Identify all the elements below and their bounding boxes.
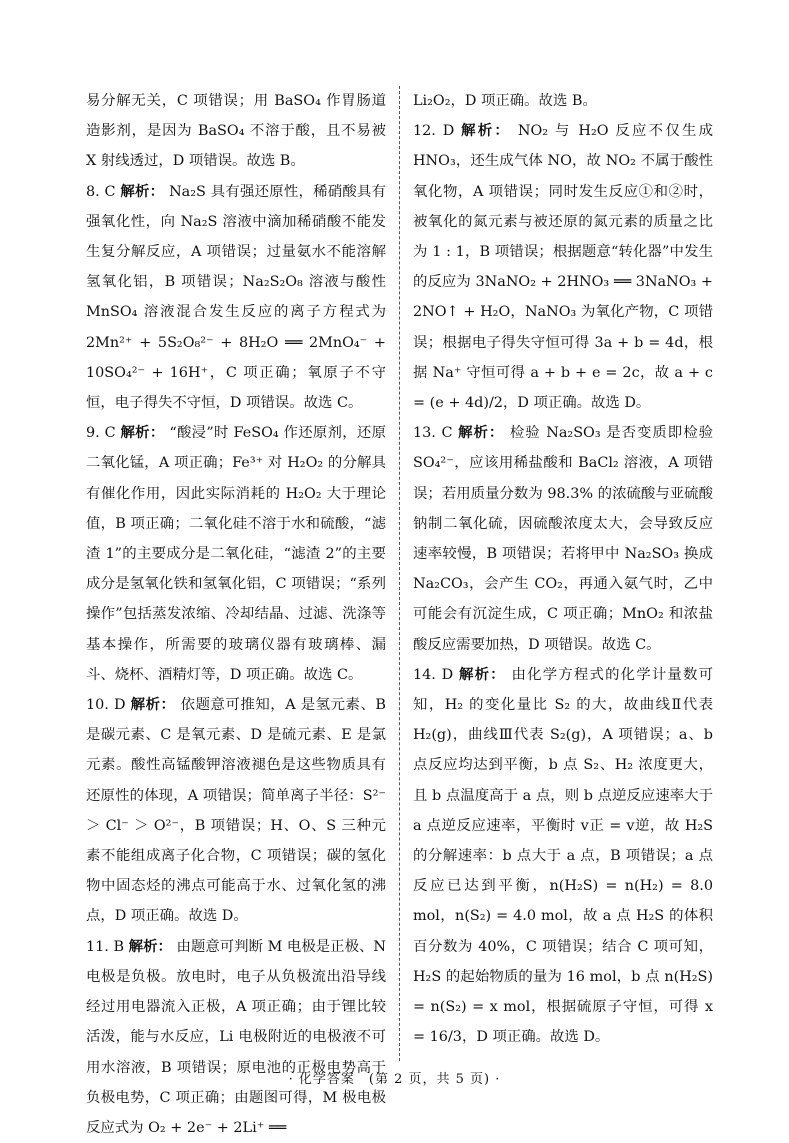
left-continuation: 易分解无关，C 项错误；用 BaSO₄ 作胃肠道造影剂，是因为 BaSO₄ 不溶于酸，且不易被 X 射线透过，D 项错误。故选 B。	[86, 93, 386, 170]
item-head: 解析：	[128, 937, 172, 955]
answer-item-14	[413, 660, 713, 1053]
item-number: 14. D	[413, 666, 454, 683]
item-number: 11. B	[86, 938, 125, 955]
item-text: 由化学方程式的化学计量数可知，H₂ 的变化量比 S₂ 的大，故曲线Ⅱ代表 H₂(g)，曲线Ⅲ代表 S₂(g)，A 项错误；a、b 点反应均达到平衡，b 点 S₂、H₂ 浓度更大，且 b 点温度高于 a 点，则 b 点逆反应速率大于 a 点逆反应速率，平衡时 v正 = v逆，故 H₂S 的分解速率：b 点大于 a 点，B 项错误；a 点反应已达到平衡，n(H₂S) = n(H₂) = 8.0 mol，n(S₂) = 4.0 mol，故 a 点 H₂S 的体积百分数为 40%，C 项错误；结合 C 项可知，H₂S 的起始物质的量为 16 mol，b 点 n(H₂S) = n(S₂) = x mol，根据硫原子守恒，可得 x = 16/3，D 项正确。故选 D。	[413, 666, 714, 1046]
item-text: Na₂S 具有强还原性，稀硝酸具有强氧化性，向 Na₂S 溶液中滴加稀硝酸不能发生复分解反应，A 项错误；过量氨水不能溶解氢氧化铝，B 项错误；Na₂S₂O₈ 溶液与酸性 MnSO₄ 溶液混合发生反应的离子方程式为 2Mn²⁺ + 5S₂O₈²⁻ + 8H₂O ══ 2MnO₄⁻ + 10SO₄²⁻ + 16H⁺，C 项正确；氧原子不守恒，电子得失不守恒，D 项错误。故选 C。	[86, 183, 386, 412]
answer-item-11	[86, 932, 386, 1143]
item-number: 8. C	[86, 183, 116, 200]
item-head: 解析：	[120, 182, 165, 200]
item-number: 9. C	[86, 425, 116, 442]
item-number: 13. C	[413, 425, 453, 442]
right-column	[413, 86, 713, 1053]
answer-item-8	[86, 177, 386, 419]
item-text: “酸浸”时 FeSO₄ 作还原剂，还原二氧化锰，A 项正确；Fe³⁺ 对 H₂O₂ 的分解具有催化作用，因此实际消耗的 H₂O₂ 大于理论值，B 项正确；二氧化硅不溶于水和硫酸，“滤渣 1”的主要成分是二氧化硅，“滤渣 2”的主要成分是氢氧化铁和氢氧化铝，C 项错误；“系列操作”包括蒸发浓缩、冷却结晶、过滤、洗涤等基本操作，所需要的玻璃仪器有玻璃棒、漏斗、烧杯、酒精灯等，D 项正确。故选 C。	[86, 425, 386, 683]
item-head: 解析：	[120, 424, 165, 442]
item-text: 依题意可推知，A 是氢元素、B 是碳元素、C 是氧元素、D 是硫元素、E 是氯元素。酸性高锰酸钾溶液褪色是这些物质具有还原性的体现，A 项错误；简单离子半径：S²⁻ ＞ Cl⁻ ＞ O²⁻，B 项错误；H、O、S 三种元素不能组成离子化合物，C 项错误；碳的氢化物中固态烃的沸点可能高于水、过氧化氢的沸点，D 项正确。故选 D。	[86, 697, 386, 925]
item-text: 检验 Na₂SO₃ 是否变质即检验 SO₄²⁻，应该用稀盐酸和 BaCl₂ 溶液，A 项错误；若用质量分数为 98.3% 的浓硫酸与亚硫酸钠制二氧化硫，因硫酸浓度太大，会导致反应速率较慢，B 项错误；若将甲中 Na₂SO₃ 换成 Na₂CO₃，会产生 CO₂，再通入氨气时，乙中可能会有沉淀生成，C 项正确；MnO₂ 和浓盐酸反应需要加热，D 项错误。故选 C。	[413, 425, 713, 653]
right-continuation: Li₂O₂，D 项正确。故选 B。	[413, 93, 597, 109]
item-head: 解析：	[458, 665, 506, 683]
item-text: NO₂ 与 H₂O 反应不仅生成 HNO₃，还生成气体 NO，故 NO₂ 不属于酸性氧化物，A 项错误；同时发生反应①和②时，被氧化的氮元素与被还原的氮元素的质量之比为 1 : 1，B 项错误；根据题意“转化器”中发生的反应为 3NaNO₂ + 2HNO₃ ══ 3NaNO₃ + 2NO↑ + H₂O，NaNO₃ 为氧化产物，C 项错误；根据电子得失守恒可得 3a + b = 4d，根据 Na⁺ 守恒可得 a + b + e = 2c，故 a + c = (e + 4d)/2，D 项正确。故选 D。	[413, 123, 714, 412]
left-column	[86, 86, 386, 1143]
answer-item-10	[86, 690, 386, 932]
item-head: 解析：	[130, 696, 176, 714]
item-number: 10. D	[86, 697, 126, 714]
item-head: 解析：	[458, 424, 505, 442]
page-footer: · 化学答案 (第 2 页，共 5 页) ·	[288, 1072, 501, 1087]
item-head: 解析：	[461, 122, 512, 140]
column-divider	[399, 86, 400, 1061]
answer-item-12	[413, 116, 713, 418]
item-number: 12. D	[413, 123, 455, 140]
answer-item-9	[86, 418, 386, 690]
answer-item-13	[413, 418, 713, 660]
item-text: 由题意可判断 M 电极是正极、N 电极是负极。放电时，电子从负极流出沿导线经过用电器流入正极，A 项正确；由于锂比较活泼，能与水反应，Li 电极附近的电极液不可用水溶液，B 项错误；原电池的正极电势高于负极电势，C 项正确；由题图可得，M 极电极反应式为 O₂ + 2e⁻ + 2Li⁺ ══	[86, 938, 387, 1136]
